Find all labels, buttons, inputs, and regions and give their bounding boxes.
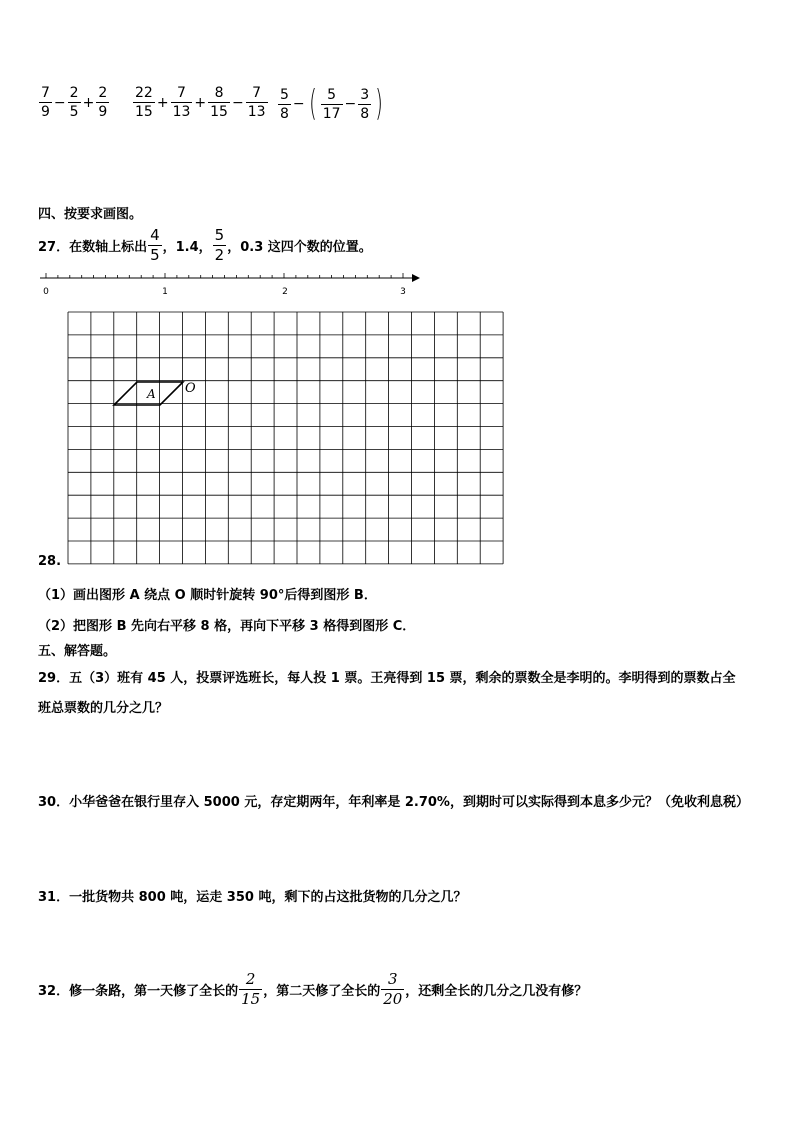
operator: − bbox=[292, 96, 305, 112]
operator: − bbox=[344, 96, 357, 112]
section-heading: 五、解答题。 bbox=[38, 644, 117, 659]
operator: − bbox=[231, 94, 244, 111]
expression-2 bbox=[132, 86, 269, 119]
fraction: $\frac{2}{9}$ bbox=[98, 85, 108, 120]
fraction: $\frac{7}{13}$ bbox=[172, 85, 191, 120]
question-30: 30．小华爸爸在银行里存入 5000 元，存定期两年，年利率是 2.70%，到期时可以实际得到本息多少元？（免收利息税） bbox=[38, 795, 749, 810]
arrow-head bbox=[412, 274, 420, 282]
fraction: $\frac{5}{2}$ bbox=[214, 226, 225, 264]
question-28-part-1: （1）画出图形 A 绕点 O 顺时针旋转 90°后得到图形 B． bbox=[38, 588, 377, 603]
operator: − bbox=[53, 94, 66, 111]
fraction: $\frac{2}{15}$ bbox=[241, 970, 261, 1008]
fraction: $\frac{4}{5}$ bbox=[150, 226, 160, 264]
left-paren: ( bbox=[308, 83, 317, 124]
axis-label: 1 bbox=[162, 287, 168, 297]
expression-1 bbox=[38, 86, 110, 119]
question-32 bbox=[38, 972, 587, 1007]
fraction: $\frac{5}{17}$ bbox=[322, 86, 341, 122]
question-text: 27．在数轴上标出 bbox=[38, 240, 148, 255]
fraction: $\frac{3}{8}$ bbox=[360, 86, 370, 122]
fraction: $\frac{2}{5}$ bbox=[69, 85, 79, 120]
operator: + bbox=[194, 94, 207, 111]
question-29-line-2: 班总票数的几分之几？ bbox=[38, 701, 169, 716]
point-label: O bbox=[185, 381, 196, 396]
axis-label: 0 bbox=[43, 287, 49, 297]
fraction: $\frac{5}{8}$ bbox=[280, 86, 289, 122]
axis-ticks bbox=[46, 273, 403, 278]
square-grid bbox=[68, 312, 503, 564]
question-29-line-1: 29．五（3）班有 45 人，投票评选班长，每人投 1 票。王亮得到 15 票，剩余的票数全是李明的。李明得到的票数占全 bbox=[38, 671, 736, 686]
axis-label: 2 bbox=[282, 287, 288, 297]
question-text: ，还剩全长的几分之几没有修？ bbox=[405, 984, 588, 999]
number-line bbox=[0, 268, 794, 304]
axis-label: 3 bbox=[400, 287, 406, 297]
grid-figure bbox=[0, 300, 794, 572]
fraction: $\frac{8}{15}$ bbox=[210, 85, 228, 120]
fraction: $\frac{7}{13}$ bbox=[247, 85, 266, 120]
operator: + bbox=[82, 94, 95, 111]
fraction: $\frac{22}{15}$ bbox=[135, 85, 153, 120]
shape-label: A bbox=[147, 387, 156, 401]
section-heading: 四、按要求画图。 bbox=[38, 207, 143, 222]
right-paren: ) bbox=[375, 83, 384, 124]
operator: + bbox=[156, 94, 169, 111]
question-text: ，第二天修了全长的 bbox=[263, 984, 381, 999]
question-text: ，1.4， bbox=[162, 240, 212, 255]
question-27 bbox=[38, 228, 372, 263]
expression-3 bbox=[277, 83, 386, 124]
fraction: $\frac{7}{9}$ bbox=[41, 85, 50, 120]
question-28-part-2: （2）把图形 B 先向右平移 8 格，再向下平移 3 格得到图形 C． bbox=[38, 619, 416, 634]
question-text: ，0.3 这四个数的位置。 bbox=[227, 240, 372, 255]
question-31: 31．一批货物共 800 吨，运走 350 吨，剩下的占这批货物的几分之几？ bbox=[38, 890, 467, 905]
question-number: 28. bbox=[38, 554, 62, 569]
fraction: $\frac{3}{20}$ bbox=[383, 970, 403, 1008]
question-text: 32．修一条路，第一天修了全长的 bbox=[38, 984, 239, 999]
